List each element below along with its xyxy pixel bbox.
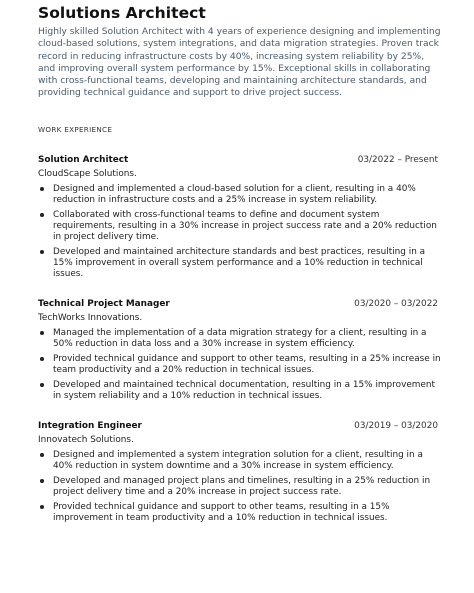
bullet-icon [40, 331, 44, 335]
bullet-icon [40, 505, 44, 509]
job-bullets [38, 184, 442, 280]
bullet-text: Designed and implemented a system integration solution for a client, resulting in a 40% reduction in system downtime and a 30% increase in system efficiency. [53, 449, 423, 471]
bullet-icon [40, 383, 44, 387]
bullet-text: Provided technical guidance and support to other teams, resulting in a 25% increase in team productivity and a 20% reduction in technical issues. [53, 353, 441, 375]
job-title: Solution Architect [38, 154, 129, 165]
resume-page [38, 0, 442, 528]
job-entry [38, 420, 442, 524]
job-header [38, 154, 442, 167]
job-header [38, 298, 442, 311]
job-bullet [38, 328, 442, 350]
job-company: Innovatech Solutions. [38, 434, 134, 445]
job-bullet [38, 450, 442, 472]
job-bullet [38, 247, 442, 280]
job-bullet [38, 210, 442, 243]
job-entry [38, 298, 442, 402]
resume-title: Solutions Architect [38, 4, 206, 22]
bullet-text: Developed and managed project plans and timelines, resulting in a 25% reduction in project delivery time and a 20% increase in project success rate. [53, 475, 431, 497]
job-dates: 03/2019 – 03/2020 [354, 420, 438, 431]
bullet-icon [40, 213, 44, 217]
bullet-text: Provided technical guidance and support to other teams, resulting in a 15% improvement in team productivity and a 10% reduction in technical issues. [53, 501, 390, 523]
job-dates: 03/2022 – Present [357, 154, 438, 165]
job-company: CloudScape Solutions. [38, 168, 137, 179]
bullet-text: Developed and maintained architecture standards and best practices, resulting in a 15% improvement in overall system performance and a 10% reduction in technical issues. [53, 246, 426, 279]
bullet-icon [40, 357, 44, 361]
professional-summary: Highly skilled Solution Architect with 4 years of experience designing and implementing cloud-based solutions, system integrations, and data migration strategies. Proven track record in reducing infrastructure costs by 40%, increasing system reliability by 25%, and improving overall system performance by 15%. Exceptional skills in collaborating with cross-functional teams, developing and maintaining architecture standards, and providing technical guidance and support to drive project success. [38, 27, 441, 99]
job-bullet [38, 380, 442, 402]
job-bullet [38, 354, 442, 376]
bullet-icon [40, 250, 44, 254]
job-bullets [38, 450, 442, 524]
job-bullets [38, 328, 442, 402]
job-bullet [38, 476, 442, 498]
bullet-text: Developed and maintained technical documentation, resulting in a 15% improvement in system reliability and a 10% reduction in technical issues. [53, 379, 435, 401]
job-entry [38, 154, 442, 280]
bullet-icon [40, 453, 44, 457]
bullet-text: Collaborated with cross-functional teams to define and document system requirements, resulting in a 30% increase in project success rate and a 20% reduction in project delivery time. [53, 209, 437, 242]
job-header [38, 420, 442, 433]
job-title: Technical Project Manager [38, 298, 170, 309]
job-bullet [38, 502, 442, 524]
bullet-icon [40, 479, 44, 483]
job-company: TechWorks Innovations. [38, 312, 143, 323]
job-title: Integration Engineer [38, 420, 142, 431]
bullet-text: Designed and implemented a cloud-based solution for a client, resulting in a 40% reduction in infrastructure costs and a 25% increase in system reliability. [53, 183, 416, 205]
work-experience-heading: WORK EXPERIENCE [38, 124, 113, 134]
job-bullet [38, 184, 442, 206]
bullet-text: Managed the implementation of a data migration strategy for a client, resulting in a 50% reduction in data loss and a 30% increase in system efficiency. [53, 327, 427, 349]
job-dates: 03/2020 – 03/2022 [354, 298, 438, 309]
bullet-icon [40, 187, 44, 191]
